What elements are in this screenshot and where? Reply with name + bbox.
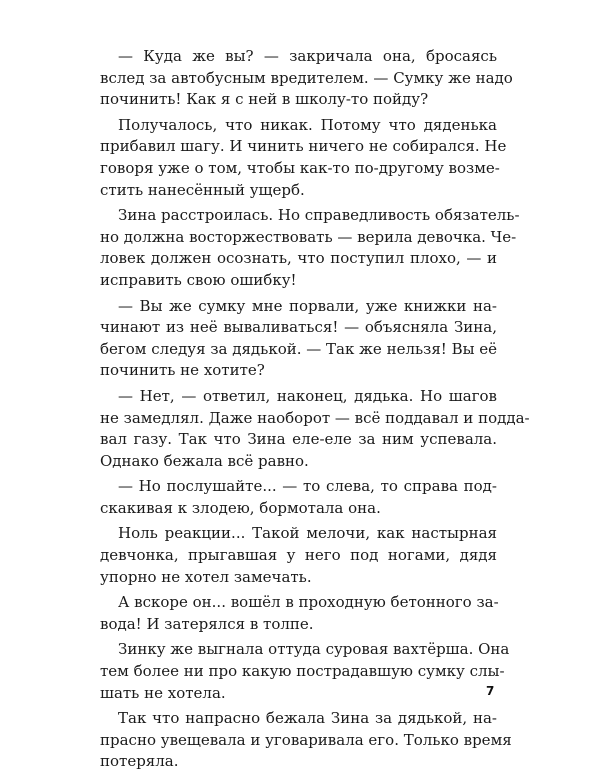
- text-line: говоря уже о том, чтобы как-то по-другому возме-: [100, 158, 500, 177]
- text-line: А вскоре он... вошёл в проходную бетонного за-: [118, 593, 499, 612]
- paragraph-7: [100, 523, 497, 588]
- text-line: упорно не хотел замечать.: [100, 567, 312, 586]
- paragraph-4: [100, 296, 497, 382]
- text-line: починить не хотите?: [100, 361, 265, 380]
- paragraph-3: [100, 205, 520, 291]
- text-line: шать не хотела.: [100, 683, 226, 702]
- text-line: Однако бежала всё равно.: [100, 451, 309, 470]
- text-line: но должна восторжествовать — верила девочка. Че-: [100, 227, 517, 246]
- text-line: чинают из неё вываливаться! — объясняла Зина,: [100, 318, 497, 337]
- text-line: — Но послушайте... — то слева, то справа под-: [118, 477, 497, 496]
- text-line: — Нет, — ответил, наконец, дядька. Но шагов: [118, 386, 497, 405]
- text-line: прибавил шагу. И чинить ничего не собирался. Не: [100, 137, 507, 156]
- text-line: исправить свою ошибку!: [100, 270, 297, 289]
- book-page-text: [100, 46, 530, 777]
- text-line: вал газу. Так что Зина еле-еле за ним успевала.: [100, 430, 497, 449]
- text-line: Зина расстроилась. Но справедливость обязатель-: [118, 206, 520, 225]
- paragraph-2: [100, 115, 507, 201]
- text-line: не замедлял. Даже наоборот — всё поддавал и подда-: [100, 408, 530, 427]
- text-line: Получалось, что никак. Потому что дяденька: [118, 115, 497, 134]
- text-line: потеряла.: [100, 752, 179, 771]
- text-line: тем более ни про какую пострадавшую сумку слы-: [100, 662, 505, 681]
- text-line: — Вы же сумку мне порвали, уже книжки на-: [118, 296, 497, 315]
- text-line: Так что напрасно бежала Зина за дядькой, на-: [118, 709, 497, 728]
- paragraph-9: [100, 639, 510, 704]
- paragraph-1: [100, 46, 513, 111]
- page-number: 7: [486, 684, 495, 698]
- text-line: вслед за автобусным вредителем. — Сумку же надо: [100, 68, 513, 87]
- paragraph-6: [100, 476, 497, 519]
- text-line: бегом следуя за дядькой. — Так же нельзя! Вы её: [100, 339, 498, 358]
- paragraph-8: [100, 592, 497, 635]
- text-line: вода! И затерялся в толпе.: [100, 614, 314, 633]
- text-line: — Куда же вы? — закричала она, бросаясь: [118, 47, 497, 65]
- text-line: девчонка, прыгавшая у него под ногами, дядя: [100, 546, 497, 565]
- paragraph-5: [100, 386, 530, 472]
- text-line: Ноль реакции... Такой мелочи, как настырная: [118, 524, 497, 543]
- text-line: стить нанесённый ущерб.: [100, 180, 305, 199]
- text-line: ловек должен осознать, что поступил плохо, — и: [100, 249, 497, 268]
- paragraph-10: [100, 708, 512, 773]
- text-line: скакивая к злодею, бормотала она.: [100, 498, 381, 517]
- text-line: починить! Как я с ней в школу-то пойду?: [100, 90, 429, 109]
- text-line: Зинку же выгнала оттуда суровая вахтёрша. Она: [118, 640, 510, 659]
- text-line: прасно увещевала и уговаривала его. Только время: [100, 730, 512, 749]
